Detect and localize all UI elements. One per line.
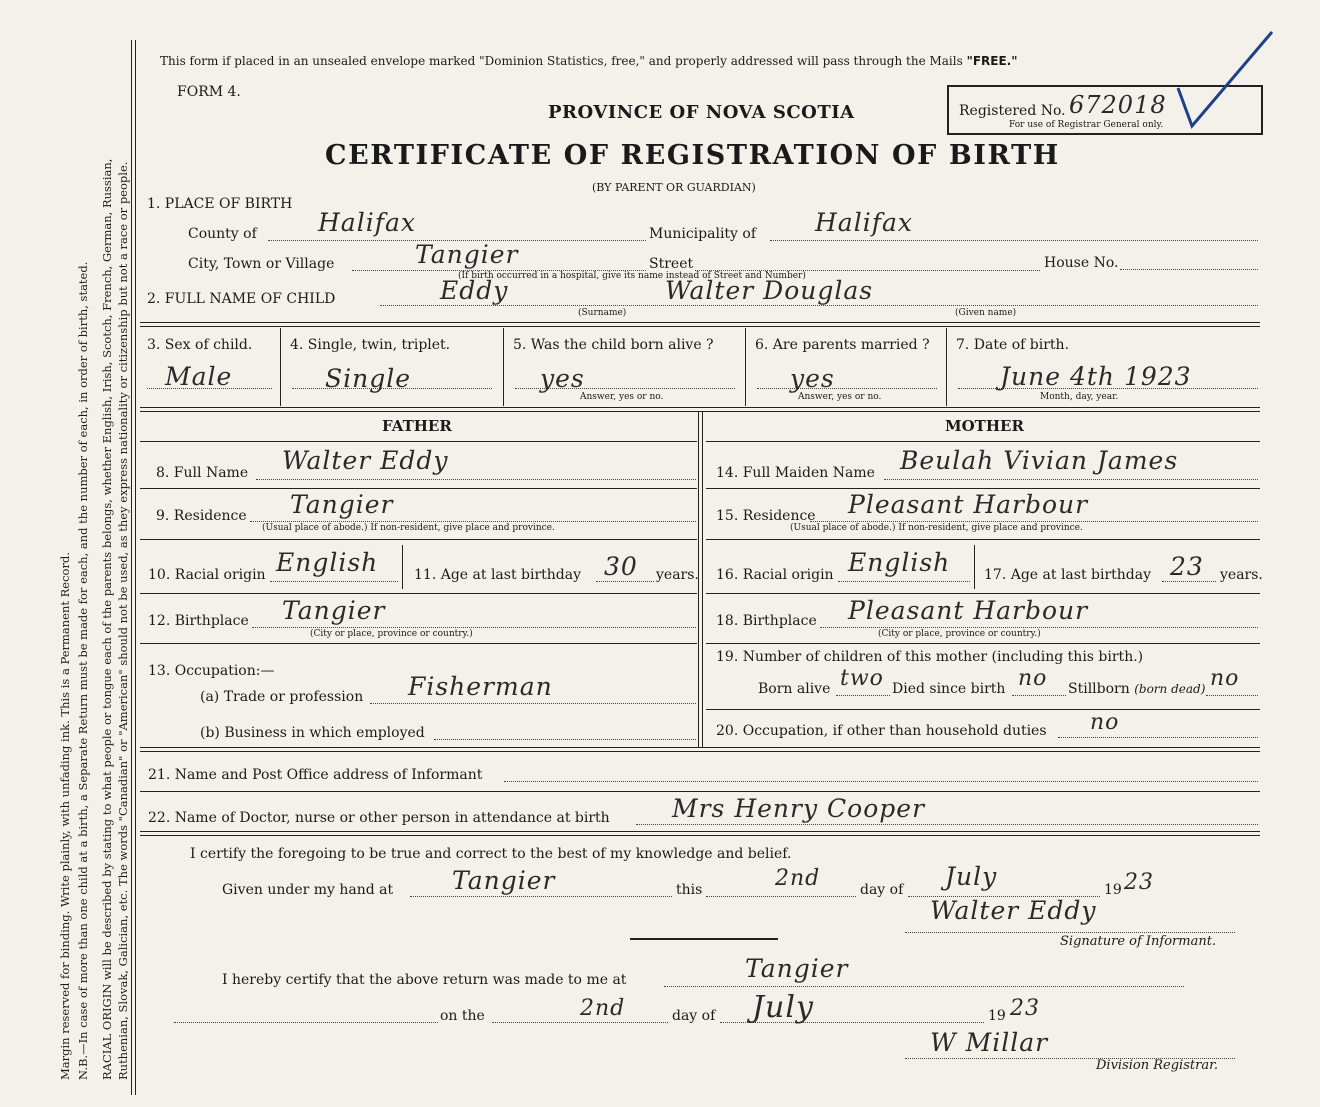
mother-occupation-line [1058, 737, 1258, 738]
mother-racial-label: 16. Racial origin [716, 567, 834, 583]
father-heading: FATHER [382, 417, 452, 435]
registrar-year-value: 23 [1010, 996, 1040, 1021]
born-alive-note: Answer, yes or no. [580, 392, 664, 402]
father-name-label: 8. Full Name [156, 465, 249, 481]
mother-abode-note: (Usual place of abode.) If non-resident, give place and province. [790, 523, 1083, 533]
mother-age-value: 23 [1170, 552, 1204, 581]
stillborn-label: Stillborn (born dead) [1068, 681, 1206, 697]
divider-certify [140, 831, 1260, 836]
child-given-name: Walter Douglas [665, 276, 874, 305]
divider-m-15 [706, 539, 1260, 540]
father-trade-value: Fisherman [408, 672, 553, 701]
mother-occupation-label: 20. Occupation, if other than household duties [716, 723, 1047, 739]
municipality-label: Municipality of [649, 226, 757, 242]
born-alive-count-value: two [840, 666, 884, 691]
on-the-label: on the [440, 1008, 485, 1024]
father-place-note: (City or place, province or country.) [310, 629, 473, 639]
doctor-line [636, 824, 1258, 825]
father-trade-line [370, 703, 696, 704]
registrar-day-of-label: day of [672, 1008, 716, 1024]
father-racial-line [270, 581, 398, 582]
doctor-value: Mrs Henry Cooper [672, 794, 926, 823]
divider-m-16 [974, 545, 975, 589]
binding-line-2 [135, 40, 136, 1095]
registrar-statement: I hereby certify that the above return was made to me at [222, 972, 627, 988]
sex-value: Male [165, 362, 233, 391]
certificate-subtitle: (BY PARENT OR GUARDIAN) [592, 181, 756, 194]
died-since-birth-label: Died since birth [892, 681, 1006, 697]
died-since-birth-line [1012, 695, 1066, 696]
mother-residence-value: Pleasant Harbour [848, 490, 1089, 519]
mother-racial-value: English [848, 548, 951, 577]
registrar-place-line [664, 986, 1184, 987]
date-of-birth-value: June 4th 1923 [1000, 362, 1192, 391]
divider-v-5 [503, 328, 504, 406]
divider-f-11 [140, 593, 697, 594]
binding-line [131, 40, 132, 1095]
mother-children-label: 19. Number of children of this mother (including this birth.) [716, 649, 1144, 665]
mother-name-label: 14. Full Maiden Name [716, 465, 875, 481]
divider-m-14 [706, 488, 1260, 489]
stillborn-value: no [1210, 666, 1240, 691]
surname-note: (Surname) [578, 308, 627, 318]
divider-m-18 [706, 643, 1260, 644]
given-month-value: July [945, 862, 998, 891]
given-under-label: Given under my hand at [222, 882, 394, 898]
father-racial-label: 10. Racial origin [148, 567, 266, 583]
plurality-value: Single [325, 364, 412, 393]
house-line [1120, 269, 1258, 270]
father-business-label: (b) Business in which employed [200, 725, 425, 741]
child-surname: Eddy [440, 276, 509, 305]
informant-signature: Walter Eddy [930, 896, 1097, 925]
date-of-birth-note: Month, day, year. [1040, 392, 1119, 402]
registrar-month-value: July [752, 990, 814, 1025]
mother-name-line [884, 479, 1258, 480]
registered-number: 672018 [1069, 91, 1167, 119]
father-age-label: 11. Age at last birthday [414, 567, 582, 583]
given-place-value: Tangier [452, 866, 556, 895]
given-day-line [706, 896, 856, 897]
parents-married-value: yes [790, 364, 835, 393]
informant-signature-label: Signature of Informant. [1060, 934, 1217, 949]
mother-racial-line [838, 581, 970, 582]
hospital-note: (If birth occurred in a hospital, give its name instead of Street and Number) [458, 271, 806, 281]
city-label: City, Town or Village [188, 256, 335, 272]
stillborn-line [1206, 695, 1258, 696]
parents-married-note: Answer, yes or no. [798, 392, 882, 402]
given-place-line [410, 896, 672, 897]
father-residence-line [250, 521, 696, 522]
city-value: Tangier [415, 240, 519, 269]
plurality-label: 4. Single, twin, triplet. [290, 337, 451, 353]
born-alive-count-label: Born alive [758, 681, 831, 697]
divider-v-6 [745, 328, 746, 406]
father-name-line [256, 479, 696, 480]
registrar-pre-line [174, 1022, 438, 1023]
father-birthplace-line [252, 627, 696, 628]
county-label: County of [188, 226, 257, 242]
divider-v-7 [946, 328, 947, 406]
registrar-year-prefix: 19 [988, 1008, 1006, 1024]
county-value: Halifax [318, 208, 416, 237]
father-age-value: 30 [604, 552, 638, 581]
margin-note-binding: Margin reserved for binding. Write plainly, with unfading ink. This is a Permanent Record. [58, 552, 72, 1080]
divider-f-10 [402, 545, 403, 589]
divider-heading-mother [706, 441, 1260, 442]
mother-years-label: years. [1220, 567, 1263, 583]
divider-row-3 [140, 322, 1260, 327]
divider-m-19 [706, 709, 1260, 710]
divider-f-8 [140, 488, 697, 489]
registered-note: For use of Registrar General only. [1009, 120, 1164, 130]
father-age-line [596, 581, 654, 582]
father-birthplace-label: 12. Birthplace [148, 613, 249, 629]
margin-note-nb: N.B.—In case of more than one child at a birth, a Separate Return must be made for each, and the number of each, in order of birth, stated. [76, 261, 90, 1080]
informant-line [504, 781, 1258, 782]
father-name-value: Walter Eddy [282, 446, 449, 475]
given-day-value: 2nd [775, 866, 821, 891]
registrar-place-value: Tangier [745, 954, 849, 983]
divider-f-9 [140, 539, 697, 540]
father-racial-value: English [276, 548, 379, 577]
father-abode-note: (Usual place of abode.) If non-resident, give place and province. [262, 523, 555, 533]
mother-place-note: (City or place, province or country.) [878, 629, 1041, 639]
mother-birthplace-value: Pleasant Harbour [848, 596, 1089, 625]
divider-informant [140, 747, 1260, 752]
divider-v-4 [280, 328, 281, 406]
certificate-title: CERTIFICATE OF REGISTRATION OF BIRTH [325, 140, 1060, 171]
registrar-signature: W Millar [930, 1028, 1049, 1057]
informant-signature-line [905, 932, 1235, 933]
house-label: House No. [1044, 255, 1119, 271]
separator-short [630, 938, 778, 940]
certify-statement: I certify the foregoing to be true and correct to the best of my knowledge and belief. [190, 846, 792, 862]
divider-heading-father [140, 441, 697, 442]
given-year-prefix: 19 [1104, 882, 1122, 898]
municipality-value: Halifax [815, 208, 913, 237]
registrar-day-line [492, 1022, 668, 1023]
child-name-line [380, 305, 1258, 306]
father-business-line [434, 739, 696, 740]
father-occupation-label: 13. Occupation:— [148, 663, 275, 679]
mother-age-line [1162, 581, 1216, 582]
given-year-value: 23 [1124, 870, 1154, 895]
father-years-label: years. [656, 567, 699, 583]
father-birthplace-value: Tangier [282, 596, 386, 625]
sex-label: 3. Sex of child. [147, 337, 253, 353]
informant-label: 21. Name and Post Office address of Informant [148, 767, 483, 783]
checkmark-icon [1170, 28, 1280, 138]
mother-residence-line [810, 521, 1258, 522]
registrar-day-value: 2nd [580, 996, 626, 1021]
date-of-birth-label: 7. Date of birth. [956, 337, 1070, 353]
registered-label: Registered No. [959, 103, 1066, 119]
born-alive-count-line [836, 695, 890, 696]
mother-occupation-value: no [1090, 710, 1120, 735]
street-label: Street [649, 256, 694, 272]
died-since-birth-value: no [1018, 666, 1048, 691]
mother-heading: MOTHER [945, 417, 1024, 435]
divider-f-12 [140, 643, 697, 644]
given-day-of-label: day of [860, 882, 904, 898]
parents-married-label: 6. Are parents married ? [755, 337, 930, 353]
born-alive-value: yes [540, 364, 585, 393]
province-heading: PROVINCE OF NOVA SCOTIA [548, 102, 855, 123]
mother-name-value: Beulah Vivian James [900, 446, 1179, 475]
margin-note-racial-origin-cont: Ruthenian, Slovak, Galician, etc. The words "Canadian" or "American" should not be used, as they express nationality or citizenship but not a race or people. [116, 161, 130, 1080]
given-name-note: (Given name) [955, 308, 1017, 318]
father-residence-label: 9. Residence [156, 508, 247, 524]
mother-birthplace-line [820, 627, 1258, 628]
father-trade-label: (a) Trade or profession [200, 689, 364, 705]
father-residence-value: Tangier [290, 490, 394, 519]
doctor-label: 22. Name of Doctor, nurse or other person in attendance at birth [148, 810, 610, 826]
form-number: FORM 4. [177, 84, 241, 100]
municipality-line [770, 240, 1258, 241]
born-alive-label: 5. Was the child born alive ? [513, 337, 714, 353]
this-label: this [676, 882, 703, 898]
mother-residence-label: 15. Residence [716, 508, 816, 524]
child-name-label: 2. FULL NAME OF CHILD [147, 291, 336, 307]
margin-note-racial-origin: RACIAL ORIGIN will be described by stating to what people or tongue each of the parents belongs, whether English, Irish, Scotch, French, German, Russian, [100, 158, 114, 1080]
registrar-signature-label: Division Registrar. [1096, 1058, 1218, 1073]
divider-m-17 [706, 593, 1260, 594]
mother-age-label: 17. Age at last birthday [984, 567, 1152, 583]
mother-birthplace-label: 18. Birthplace [716, 613, 817, 629]
parents-married-line [757, 388, 937, 389]
divider-doctor [140, 791, 1260, 792]
mail-notice: This form if placed in an unsealed envelope marked "Dominion Statistics, free," and properly addressed will pass through the Mails "FREE." [160, 54, 1018, 68]
place-of-birth-label: 1. PLACE OF BIRTH [147, 196, 293, 212]
